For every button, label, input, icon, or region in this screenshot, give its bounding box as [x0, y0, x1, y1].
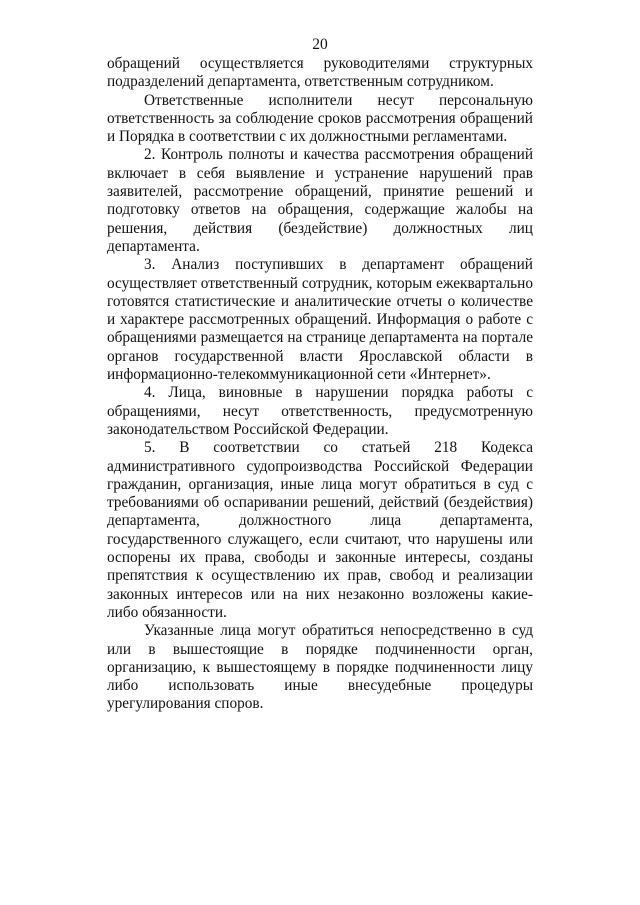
- document-page: [107, 36, 533, 714]
- page-number: 20: [312, 36, 328, 53]
- paragraph-responsibility: Ответственные исполнители несут персональную ответственность за соблюдение сроков рассмотрения обращений и Порядка в соответствии с их должностными регламентами.: [107, 91, 533, 146]
- paragraph-item-5-appeal: 5. В соответствии со статьей 218 Кодекса административного судопроизводства Российской Федерации гражданин, организация, иные лица могут обратиться в суд с требованиями об оспаривании решений, действий (бездействия) департамента, должностного лица департамента, государственного служащего, если считают, что нарушены или оспорены их права, свободы и законные интересы, созданы препятствия к осуществлению их прав, свобод и реализации законных интересов или на них незаконно возложены какие-либо обязанности.: [107, 439, 533, 621]
- paragraph-alternative-procedures: Указанные лица могут обратиться непосредственно в суд или в вышестоящие в порядке подчиненности орган, организацию, к вышестоящему в порядке подчиненности лицу либо использовать иные внесудебные процедуры урегулирования споров.: [107, 622, 533, 713]
- paragraph-item-3-analysis: 3. Анализ поступивших в департамент обращений осуществляет ответственный сотрудник, которым ежеквартально готовятся статистические и аналитические отчеты о количестве и характере рассмотренных обращений. Информация о работе с обращениями размещается на странице департамента на портале органов государственной власти Ярославской области в информационно-телекоммуникационной сети «Интернет».: [107, 256, 533, 384]
- paragraph-item-4-liability: 4. Лица, виновные в нарушении порядка работы с обращениями, несут ответственность, предусмотренную законодательством Российской Федерации.: [107, 384, 533, 438]
- paragraph-continuation: обращений осуществляется руководителями структурных подразделений департамента, ответственным сотрудником.: [107, 55, 533, 91]
- paragraph-item-2-control: 2. Контроль полноты и качества рассмотрения обращений включает в себя выявление и устранение нарушений прав заявителей, рассмотрение обращений, принятие решений и подготовку ответов на обращения, содержащие жалобы на решения, действия (бездействие) должностных лиц департамента.: [107, 146, 533, 255]
